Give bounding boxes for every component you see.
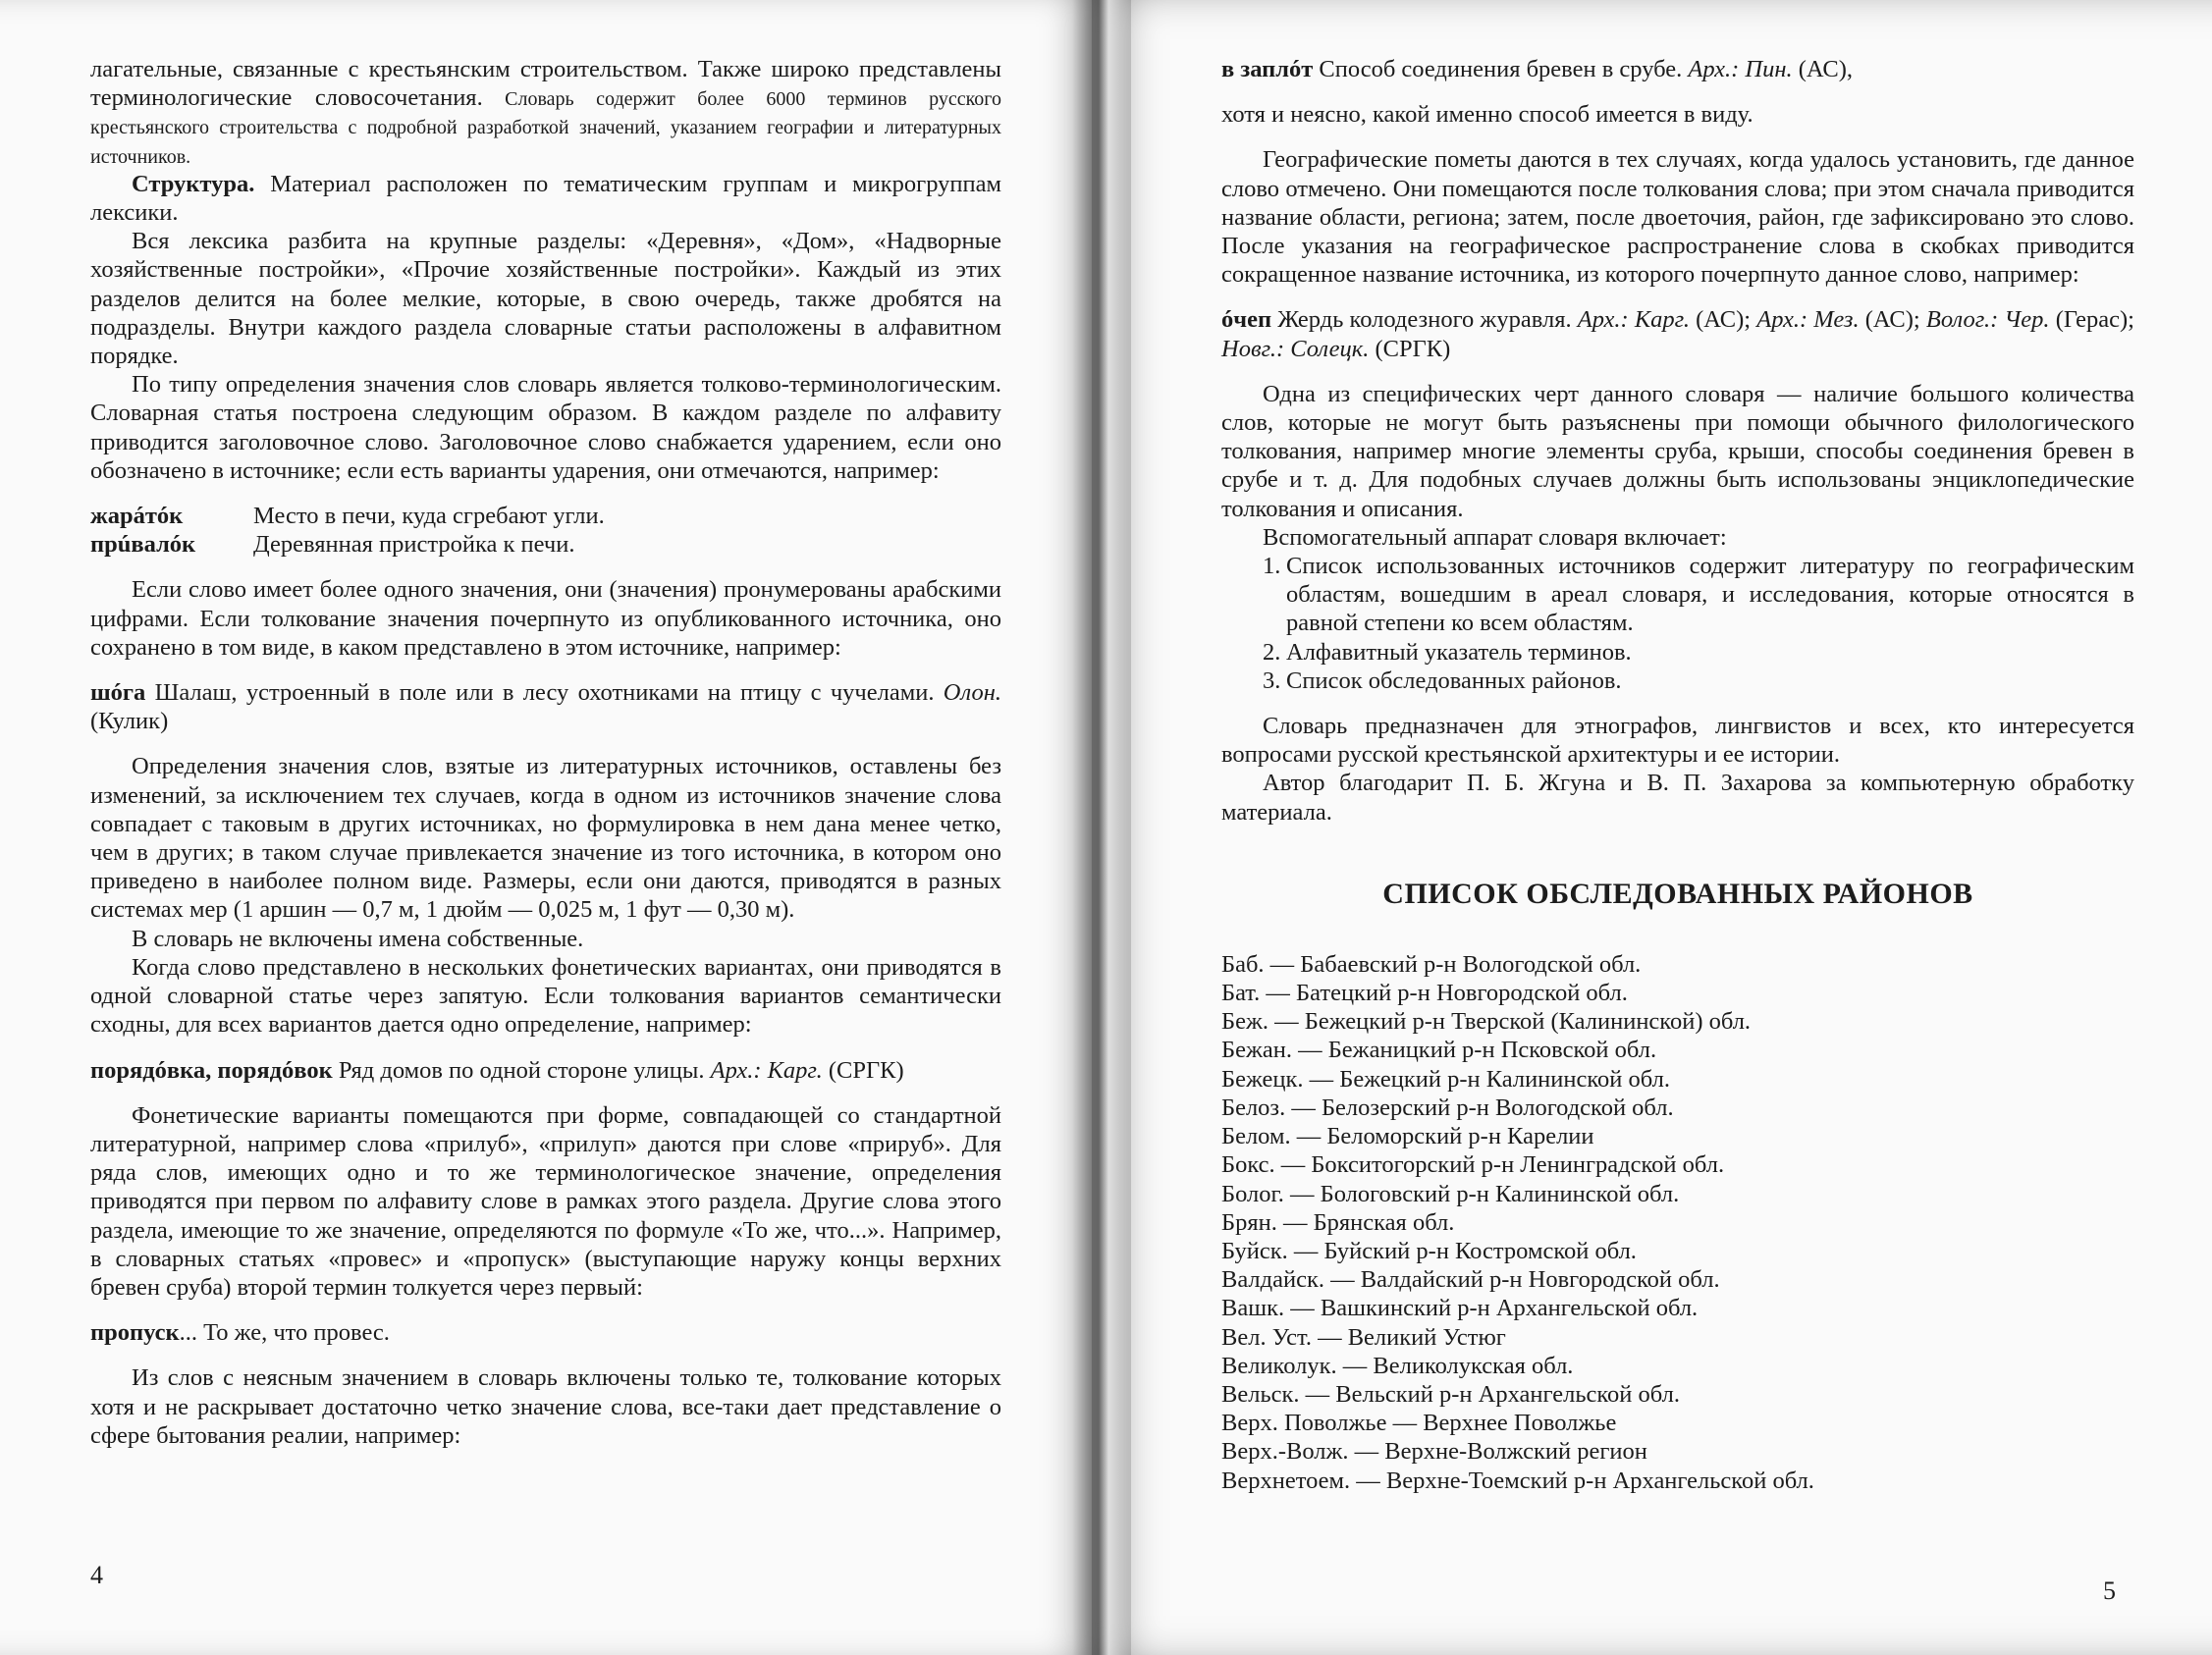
list-item: Болог. — Бологовский р-н Калининской обл. [1221, 1180, 1680, 1207]
variants-paragraph: Фонетические варианты помещаются при форме, совпадающей со стандартной литературной, например слова «прилуб», «прилуп» даются при слове «прируб». Для ряда слов, имеющих одно и то же терминологическое значение, определения приводятся при первом по алфавиту слове в рамках этого раздела. Другие слова этого раздела, имеющие то же значение, определяются по формуле «То же, что...». Например, в словарных статьях «провес» и «пропуск» (выступающие наружу концы верхних бревен сруба) второй термин толкуется через первый: [90, 1101, 1001, 1301]
geo-mark: Арх.: Карг. [710, 1056, 823, 1084]
list-item: Баб. — Бабаевский р-н Вологодской обл. [1221, 950, 1642, 978]
meanings-paragraph: Если слово имеет более одного значения, они (значения) пронумерованы арабскими цифрами. Если толкование значения почерпнуто из опубликованного источника, оно сохранено в том виде, в каком представлено в этом источнике, например: [90, 576, 1001, 661]
left-page [0, 0, 1092, 1655]
list-text: Список обследованных районов. [1286, 667, 1622, 694]
list-item: Брян. — Брянская обл. [1221, 1208, 1455, 1236]
geo-mark: Арх.: Карг. [1577, 306, 1690, 334]
list-item: Верх.-Волж. — Верхне-Волжский регион [1221, 1438, 1647, 1466]
regions-list [1221, 950, 2134, 1495]
source-mark: (Герас); [2049, 306, 2134, 334]
thanks-paragraph: Автор благодарит П. Б. Жгуна и В. П. Захарова за компьютерную обработку материала. [1221, 770, 2134, 826]
right-column [1221, 55, 2134, 1495]
source-mark: (АС), [1792, 56, 1854, 82]
entry-definition: ... То же, что провес. [179, 1319, 390, 1347]
audience-paragraph: Словарь предназначен для этнографов, лингвистов и всех, кто интересуется вопросами русской крестьянской архитектуры и ее истории. [1221, 713, 2134, 769]
list-text: Алфавитный указатель терминов. [1286, 638, 1632, 666]
section-title: СПИСОК ОБСЛЕДОВАННЫХ РАЙОНОВ [1382, 877, 1973, 910]
example-entry [90, 530, 1001, 559]
type-paragraph: По типу определения значения слов словарь является толково-терминологическим. Словарная статья построена следующим образом. В каждом разделе по алфавиту приводится заголовочное слово. Заголовочное слово снабжается ударением, если оно обозначено в источнике; если есть варианты ударения, они отмечаются, например: [90, 371, 1001, 484]
list-number: 1. [1263, 553, 1281, 580]
entry-term: пропуск [90, 1319, 180, 1347]
geo-paragraph: Географические пометы даются в тех случаях, когда удалось установить, где данное слово отмечено. Они помещаются после толкования слова; при этом сначала приводится название области, региона; затем, после двоеточия, район, где зафиксировано это слово. После указания на географическое распространение слова в скобках приводится сокращенное название источника, из которого почерпнуто данное слово, например: [1221, 146, 2134, 289]
list-item: Верхнетоем. — Верхне-Тоемский р-н Архангельской обл. [1221, 1467, 1814, 1494]
unclear-continuation: хотя и неясно, какой именно способ имеется в виду. [1221, 101, 1753, 129]
intro-paragraph [90, 55, 1001, 170]
zaplot-entry [1221, 55, 2134, 83]
intro-text: лагательные, связанные с крестьянским строительством. Также широко представлены терминологические словосочетания. [90, 56, 1001, 112]
list-item: Верх. Поволжье — Верхнее Поволжье [1221, 1410, 1617, 1437]
list-item: Бежан. — Бежаницкий р-н Псковской обл. [1221, 1037, 1657, 1064]
list-item: Великолук. — Великолукская обл. [1221, 1352, 1574, 1379]
entry-term: порядóвка, порядóвок [90, 1056, 333, 1084]
source-mark: (АС); [1859, 306, 1926, 334]
definitions-paragraph: Определения значения слов, взятые из литературных источников, оставлены без изменений, за исключением тех случаев, когда в одном из источников значение слова совпадает с таковым в других источниках, но формулировка в нем дана менее четко, чем в других; в таком случае привлекается значение из того источника, в котором оно приведено в наиболее полном виде. Размеры, если они даются, приводятся в разных системах мер (1 аршин — 0,7 м, 1 дюйм — 0,025 м, 1 фут — 0,30 м). [90, 753, 1001, 924]
intro-small-text: Словарь содержит более 6000 терминов русского крестьянского строительства с подробной разработкой значений, указанием географии и литературных источников. [90, 88, 1001, 168]
geo-mark: Олон. [943, 679, 1001, 707]
list-item: Вел. Уст. — Великий Устюг [1221, 1323, 1506, 1351]
list-item: Вашк. — Вашкинский р-н Архангельской обл. [1221, 1295, 1699, 1322]
apparatus-paragraph: Вспомогательный аппарат словаря включает: [1263, 523, 1727, 551]
poryadovka-entry [90, 1056, 1001, 1085]
entry-term: жарáтóк [90, 503, 184, 530]
source-mark: (СРГК) [822, 1056, 904, 1084]
list-item: Буйск. — Буйский р-н Костромской обл. [1221, 1237, 1637, 1264]
shoga-entry [90, 678, 1001, 735]
example-entry [90, 502, 1001, 530]
page-number: 4 [90, 1561, 103, 1589]
page-number: 5 [2103, 1576, 2116, 1605]
list-item: Белоз. — Белозерский р-н Вологодской обл. [1221, 1094, 1674, 1121]
entry-definition: Способ соединения бревен в срубе. [1313, 56, 1689, 82]
entry-term: óчеп [1221, 306, 1272, 334]
right-page [1092, 0, 2212, 1655]
book-gutter [1072, 0, 1131, 1655]
ochep-entry [1221, 305, 2134, 362]
entry-term: шóга [90, 679, 146, 707]
left-column [90, 55, 1001, 1450]
source-mark: (Кулик) [90, 708, 169, 735]
list-item [1221, 552, 2134, 638]
list-text: Список использованных источников содержит литературу по географическим областям, вошедшим в ареал словаря, и исследования, которые относятся в равной степени ко всем областям. [1286, 553, 2134, 637]
list-item [1221, 667, 2134, 695]
entry-definition: Деревянная пристройка к печи. [253, 531, 575, 559]
sections-paragraph: Вся лексика разбита на крупные разделы: «Деревня», «Дом», «Надворные хозяйственные постройки», «Прочие хозяйственные постройки». Каждый из этих разделов делится на более мелкие, которые, в свою очередь, также дробятся на подразделы. Внутри каждого раздела словарные статьи расположены в алфавитном порядке. [90, 228, 1001, 370]
entry-definition: Шалаш, устроенный в поле или в лесу охотниками на птицу с чучелами. [145, 679, 944, 707]
source-mark: (СРГК) [1369, 335, 1451, 362]
list-item: Вельск. — Вельский р-н Архангельской обл. [1221, 1380, 1680, 1408]
structure-paragraph [90, 170, 1001, 227]
geo-mark: Арх.: Пин. [1688, 56, 1793, 82]
entry-definition: Ряд домов по одной стороне улицы. [332, 1056, 711, 1084]
propusk-entry [90, 1318, 1001, 1347]
specific-paragraph: Одна из специфических черт данного словаря — наличие большого количества слов, которые не могут быть разъяснены при помощи обычного филологического толкования, например многие элементы сруба, крыши, способы соединения бревен в срубе и т. д. Для подобных случаев должны быть использованы энциклопедические толкования и описания. [1221, 380, 2134, 522]
list-item: Бокс. — Бокситогорский р-н Ленинградской обл. [1221, 1151, 1725, 1179]
entry-term: прúвалóк [90, 531, 196, 559]
entry-definition: Жердь колодезного журавля. [1271, 306, 1578, 334]
list-number: 2. [1263, 638, 1281, 666]
geo-mark: Новг.: Солецк. [1221, 335, 1370, 362]
source-mark: (АС); [1689, 306, 1757, 334]
list-item: Бат. — Батецкий р-н Новгородской обл. [1221, 980, 1628, 1007]
geo-mark: Арх.: Мез. [1756, 306, 1860, 334]
list-item: Валдайск. — Валдайский р-н Новгородской обл. [1221, 1266, 1720, 1294]
entry-term: в заплóт [1221, 56, 1314, 82]
entry-definition: Место в печи, куда сгребают угли. [253, 503, 605, 530]
list-item: Беж. — Бежецкий р-н Тверской (Калининской) обл. [1221, 1008, 1752, 1036]
unclear-paragraph: Из слов с неясным значением в словарь включены только те, толкование которых хотя и не раскрывает достаточно четко значение слова, все-таки дает представление о сфере бытования реалии, например: [90, 1364, 1001, 1449]
list-item: Белом. — Беломорский р-н Карелии [1221, 1123, 1594, 1150]
structure-text: Материал расположен по тематическим группам и микрогруппам лексики. [90, 170, 1001, 227]
geo-mark: Волог.: Чер. [1925, 306, 2050, 334]
list-number: 3. [1263, 667, 1281, 694]
list-item [1221, 638, 2134, 667]
structure-label: Структура. [132, 170, 255, 197]
list-item: Бежецк. — Бежецкий р-н Калининской обл. [1221, 1065, 1670, 1093]
proper-names-paragraph: В словарь не включены имена собственные. [132, 925, 584, 952]
phonetic-paragraph: Когда слово представлено в нескольких фонетических вариантах, они приводятся в одной словарной статье через запятую. Если толкования вариантов семантически сходны, для всех вариантов дается одно определение, например: [90, 953, 1001, 1039]
